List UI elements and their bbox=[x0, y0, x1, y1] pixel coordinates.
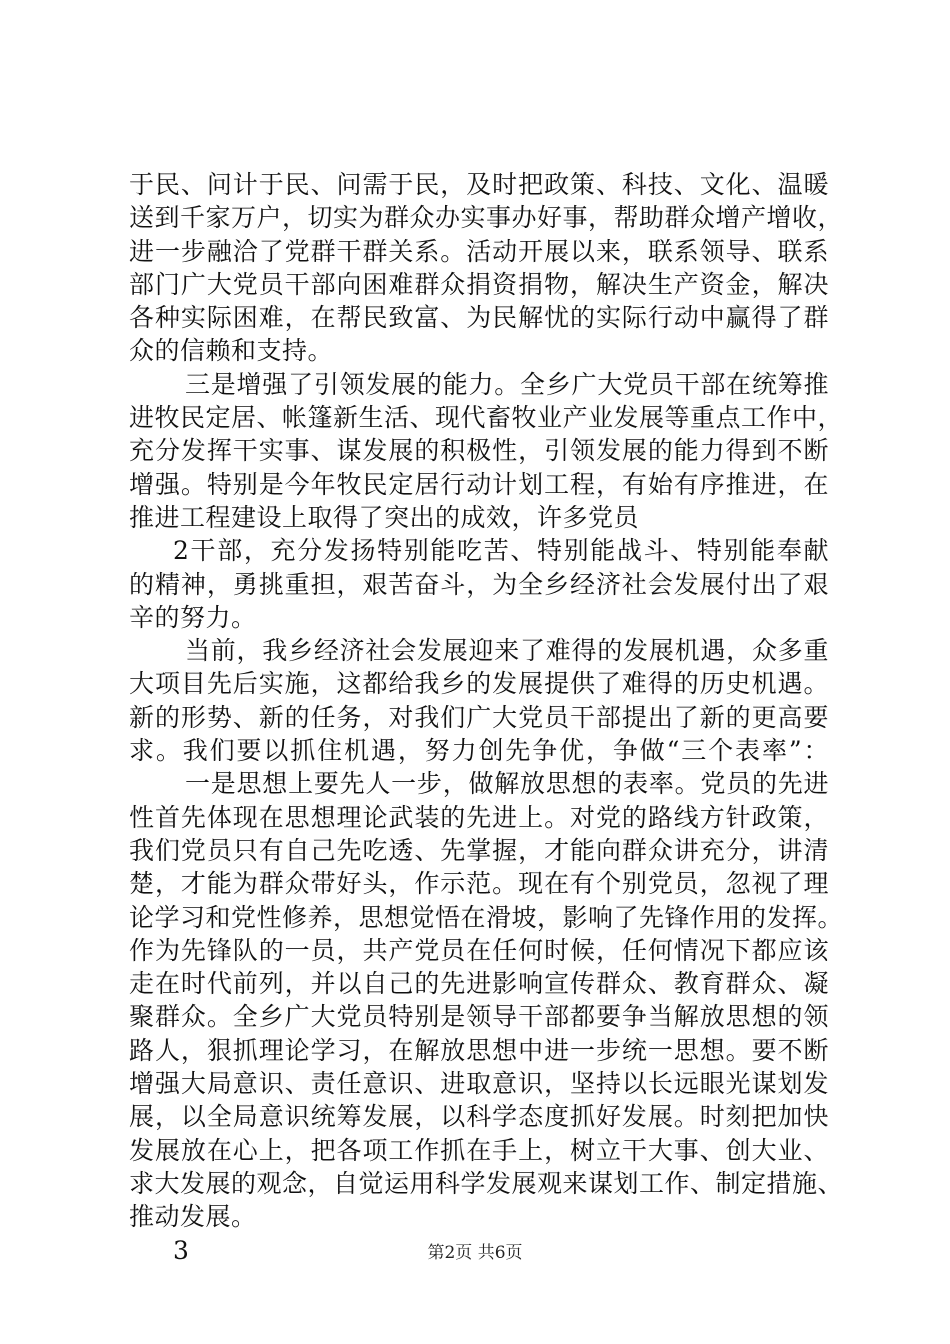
text-line: 楚，才能为群众带好头，作示范。现在有个别党员，忽视了理 bbox=[129, 869, 829, 899]
text-line: 增强。特别是今年牧民定居行动计划工程，有始有序推进，在 bbox=[129, 469, 829, 499]
text-line: 的精神，勇挑重担，艰苦奋斗，为全乡经济社会发展付出了艰 bbox=[129, 569, 829, 599]
text-line: 辛的努力。 bbox=[129, 602, 257, 632]
text-line: 推进工程建设上取得了突出的成效，许多党员 bbox=[129, 502, 640, 532]
inline-page-number: 3 bbox=[173, 1235, 190, 1265]
body-text bbox=[129, 168, 844, 1267]
text-line: 增强大局意识、责任意识、进取意识，坚持以长远眼光谋划发 bbox=[129, 1069, 829, 1099]
text-line: 求。我们要以抓住机遇，努力创先争优，争做“三个表率”： bbox=[129, 736, 829, 766]
text-line: 三是增强了引领发展的能力。全乡广大党员干部在统筹推 bbox=[185, 369, 829, 399]
text-line: 充分发挥干实事、谋发展的积极性，引领发展的能力得到不断 bbox=[129, 436, 829, 466]
text-line: 求大发展的观念，自觉运用科学发展观来谋划工作、制定措施、 bbox=[129, 1168, 844, 1198]
text-line: 进牧民定居、帐篷新生活、现代畜牧业产业发展等重点工作中， bbox=[129, 403, 844, 433]
text-line: 一是思想上要先人一步，做解放思想的表率。党员的先进 bbox=[185, 769, 829, 799]
text-line: 大项目先后实施，这都给我乡的发展提供了难得的历史机遇。 bbox=[129, 669, 829, 699]
text-line: 性首先体现在思想理论武装的先进上。对党的路线方针政策， bbox=[129, 802, 829, 832]
text-line: 进一步融洽了党群干群关系。活动开展以来，联系领导、联系 bbox=[129, 236, 829, 266]
text-line: 路人，狠抓理论学习，在解放思想中进一步统一思想。要不断 bbox=[129, 1035, 829, 1065]
text-line: 推动发展。 bbox=[129, 1202, 257, 1232]
text-line: 我们党员只有自己先吃透、先掌握，才能向群众讲充分，讲清 bbox=[129, 835, 829, 865]
text-line: 论学习和党性修养，思想觉悟在滑坡，影响了先锋作用的发挥。 bbox=[129, 902, 844, 932]
text-line: 部门广大党员干部向困难群众捐资捐物，解决生产资金，解决 bbox=[129, 269, 829, 299]
text-line: 众的信赖和支持。 bbox=[129, 336, 334, 366]
text-line: 送到千家万户，切实为群众办实事办好事，帮助群众增产增收， bbox=[129, 203, 844, 233]
text-line: 展，以全局意识统筹发展，以科学态度抓好发展。时刻把加快 bbox=[129, 1102, 829, 1132]
text-line: 当前，我乡经济社会发展迎来了难得的发展机遇，众多重 bbox=[185, 636, 829, 666]
text-line: 于民、问计于民、问需于民，及时把政策、科技、文化、温暖 bbox=[129, 170, 829, 199]
text-line: 发展放在心上，把各项工作抓在手上，树立干大事、创大业、 bbox=[129, 1135, 829, 1165]
text-line: 新的形势、新的任务，对我们广大党员干部提出了新的更高要 bbox=[129, 702, 829, 732]
text-line: 各种实际困难，在帮民致富、为民解忧的实际行动中赢得了群 bbox=[129, 303, 829, 333]
text-line: 2干部，充分发扬特别能吃苦、特别能战斗、特别能奉献 bbox=[173, 536, 829, 566]
text-line: 走在时代前列，并以自己的先进影响宣传群众、教育群众、凝 bbox=[129, 969, 829, 999]
page-footer: 第2页 共6页 bbox=[427, 1243, 523, 1263]
text-line: 聚群众。全乡广大党员特别是领导干部都要争当解放思想的领 bbox=[129, 1002, 829, 1032]
text-line: 作为先锋队的一员，共产党员在任何时候，任何情况下都应该 bbox=[129, 935, 829, 965]
